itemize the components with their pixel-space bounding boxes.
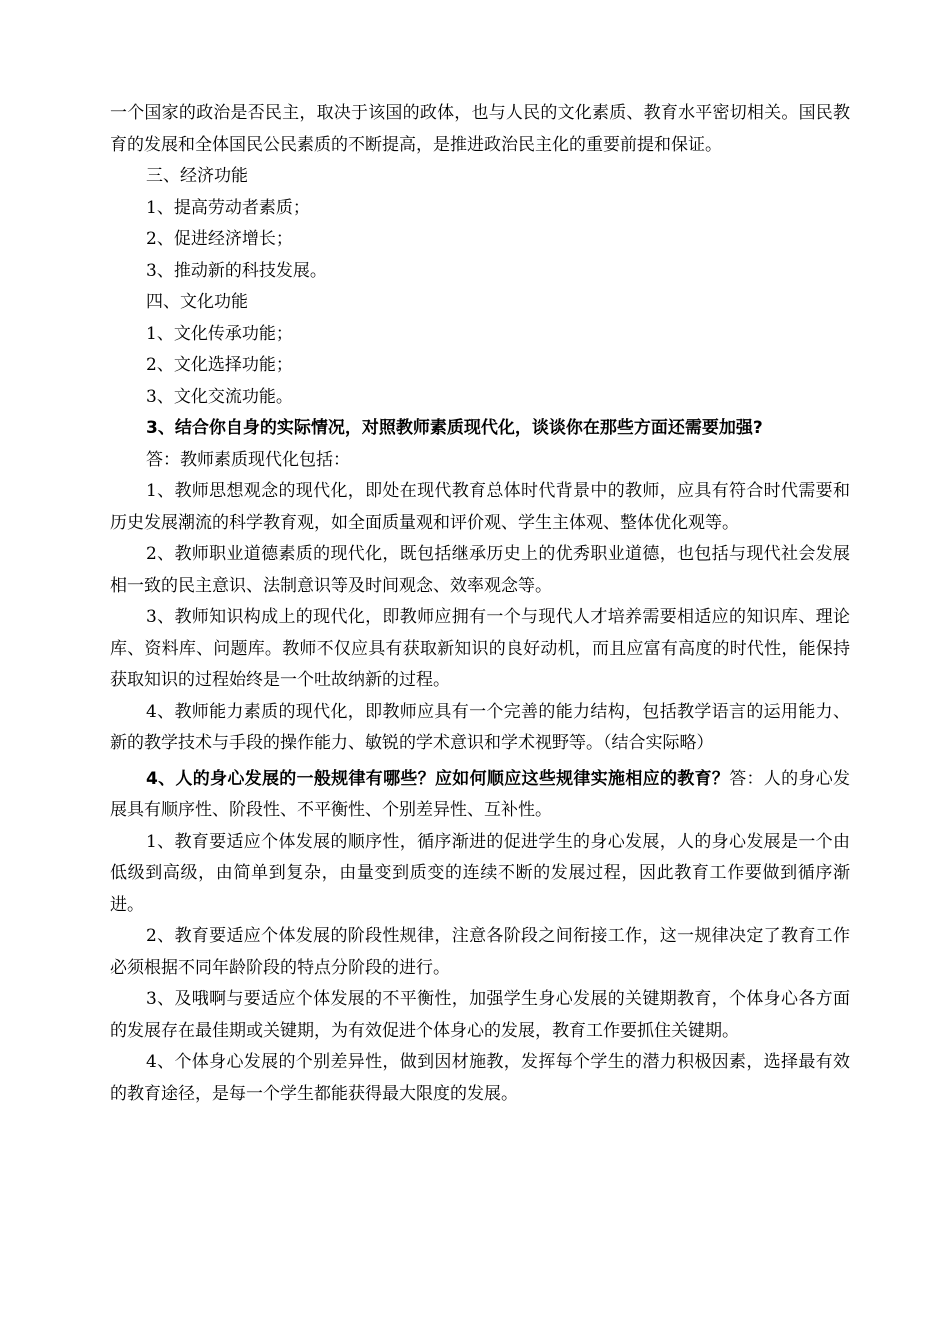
answer-4-point-1: 1、教育要适应个体发展的顺序性，循序渐进的促进学生的身心发展，人的身心发展是一个由低级到高级，由简单到复杂，由量变到质变的连续不断的发展过程，因此教育工作要做到循序渐进。 (110, 831, 850, 915)
answer-3-point-4: 4、教师能力素质的现代化，即教师应具有一个完善的能力结构，包括教学语言的运用能力、新的教学技术与手段的操作能力、敏锐的学术意识和学术视野等。（结合实际略） (110, 701, 850, 753)
question-4-with-answer (110, 764, 850, 827)
list-item-cultural-3: 3、文化交流功能。 (146, 386, 293, 407)
answer-4-point-2: 2、教育要适应个体发展的阶段性规律，注意各阶段之间衔接工作，这一规律决定了教育工作必须根据不同年龄阶段的特点分阶段的进行。 (110, 926, 850, 978)
list-item-cultural-2: 2、文化选择功能； (146, 355, 293, 375)
paragraph-politics-democracy: 一个国家的政治是否民主，取决于该国的政体，也与人民的文化素质、教育水平密切相关。国民教育的发展和全体国民公民素质的不断提高，是推进政治民主化的重要前提和保证。 (110, 103, 850, 155)
heading-economic-function: 三、经济功能 (146, 166, 248, 186)
answer-3-point-2: 2、教师职业道德素质的现代化，既包括继承历史上的优秀职业道德，也包括与现代社会发展相一致的民主意识、法制意识等及时间观念、效率观念等。 (110, 544, 850, 596)
list-item-economic-1: 1、提高劳动者素质； (146, 197, 310, 218)
list-item-cultural-1: 1、文化传承功能； (146, 323, 293, 344)
answer-3-point-3: 3、教师知识构成上的现代化，即教师应拥有一个与现代人才培养需要相适应的知识库、理论库、资料库、问题库。教师不仅应具有获取新知识的良好动机，而且应富有高度的时代性，能保持获取知识的过程始终是一个吐故纳新的过程。 (110, 607, 850, 690)
heading-cultural-function: 四、文化功能 (146, 292, 248, 312)
answer-3-intro: 答：教师素质现代化包括： (146, 449, 350, 470)
answer-3-point-1: 1、教师思想观念的现代化，即处在现代教育总体时代背景中的教师，应具有符合时代需要和历史发展潮流的科学教育观，如全面质量观和评价观、学生主体观、整体优化观等。 (110, 481, 850, 533)
question-4: 4、人的身心发展的一般规律有哪些？应如何顺应这些规律实施相应的教育？ (146, 768, 730, 789)
question-3: 3、结合你自身的实际情况，对照教师素质现代化，谈谈你在那些方面还需要加强? (146, 418, 763, 438)
list-item-economic-3: 3、推动新的科技发展。 (146, 260, 327, 281)
answer-4-intro: 答：人的身心发展具有顺序性、阶段性、不平衡性、个别差异性、互补性。 (110, 768, 851, 820)
document-page (110, 98, 850, 1110)
answer-4-point-3: 3、及哦啊与要适应个体发展的不平衡性，加强学生身心发展的关键期教育，个体身心各方面的发展存在最佳期或关键期，为有效促进个体身心的发展，教育工作要抓住关键期。 (110, 989, 850, 1041)
answer-4-point-4: 4、个体身心发展的个别差异性，做到因材施教，发挥每个学生的潜力积极因素，选择最有效的教育途径，是每一个学生都能获得最大限度的发展。 (110, 1052, 850, 1104)
list-item-economic-2: 2、促进经济增长； (146, 229, 293, 249)
